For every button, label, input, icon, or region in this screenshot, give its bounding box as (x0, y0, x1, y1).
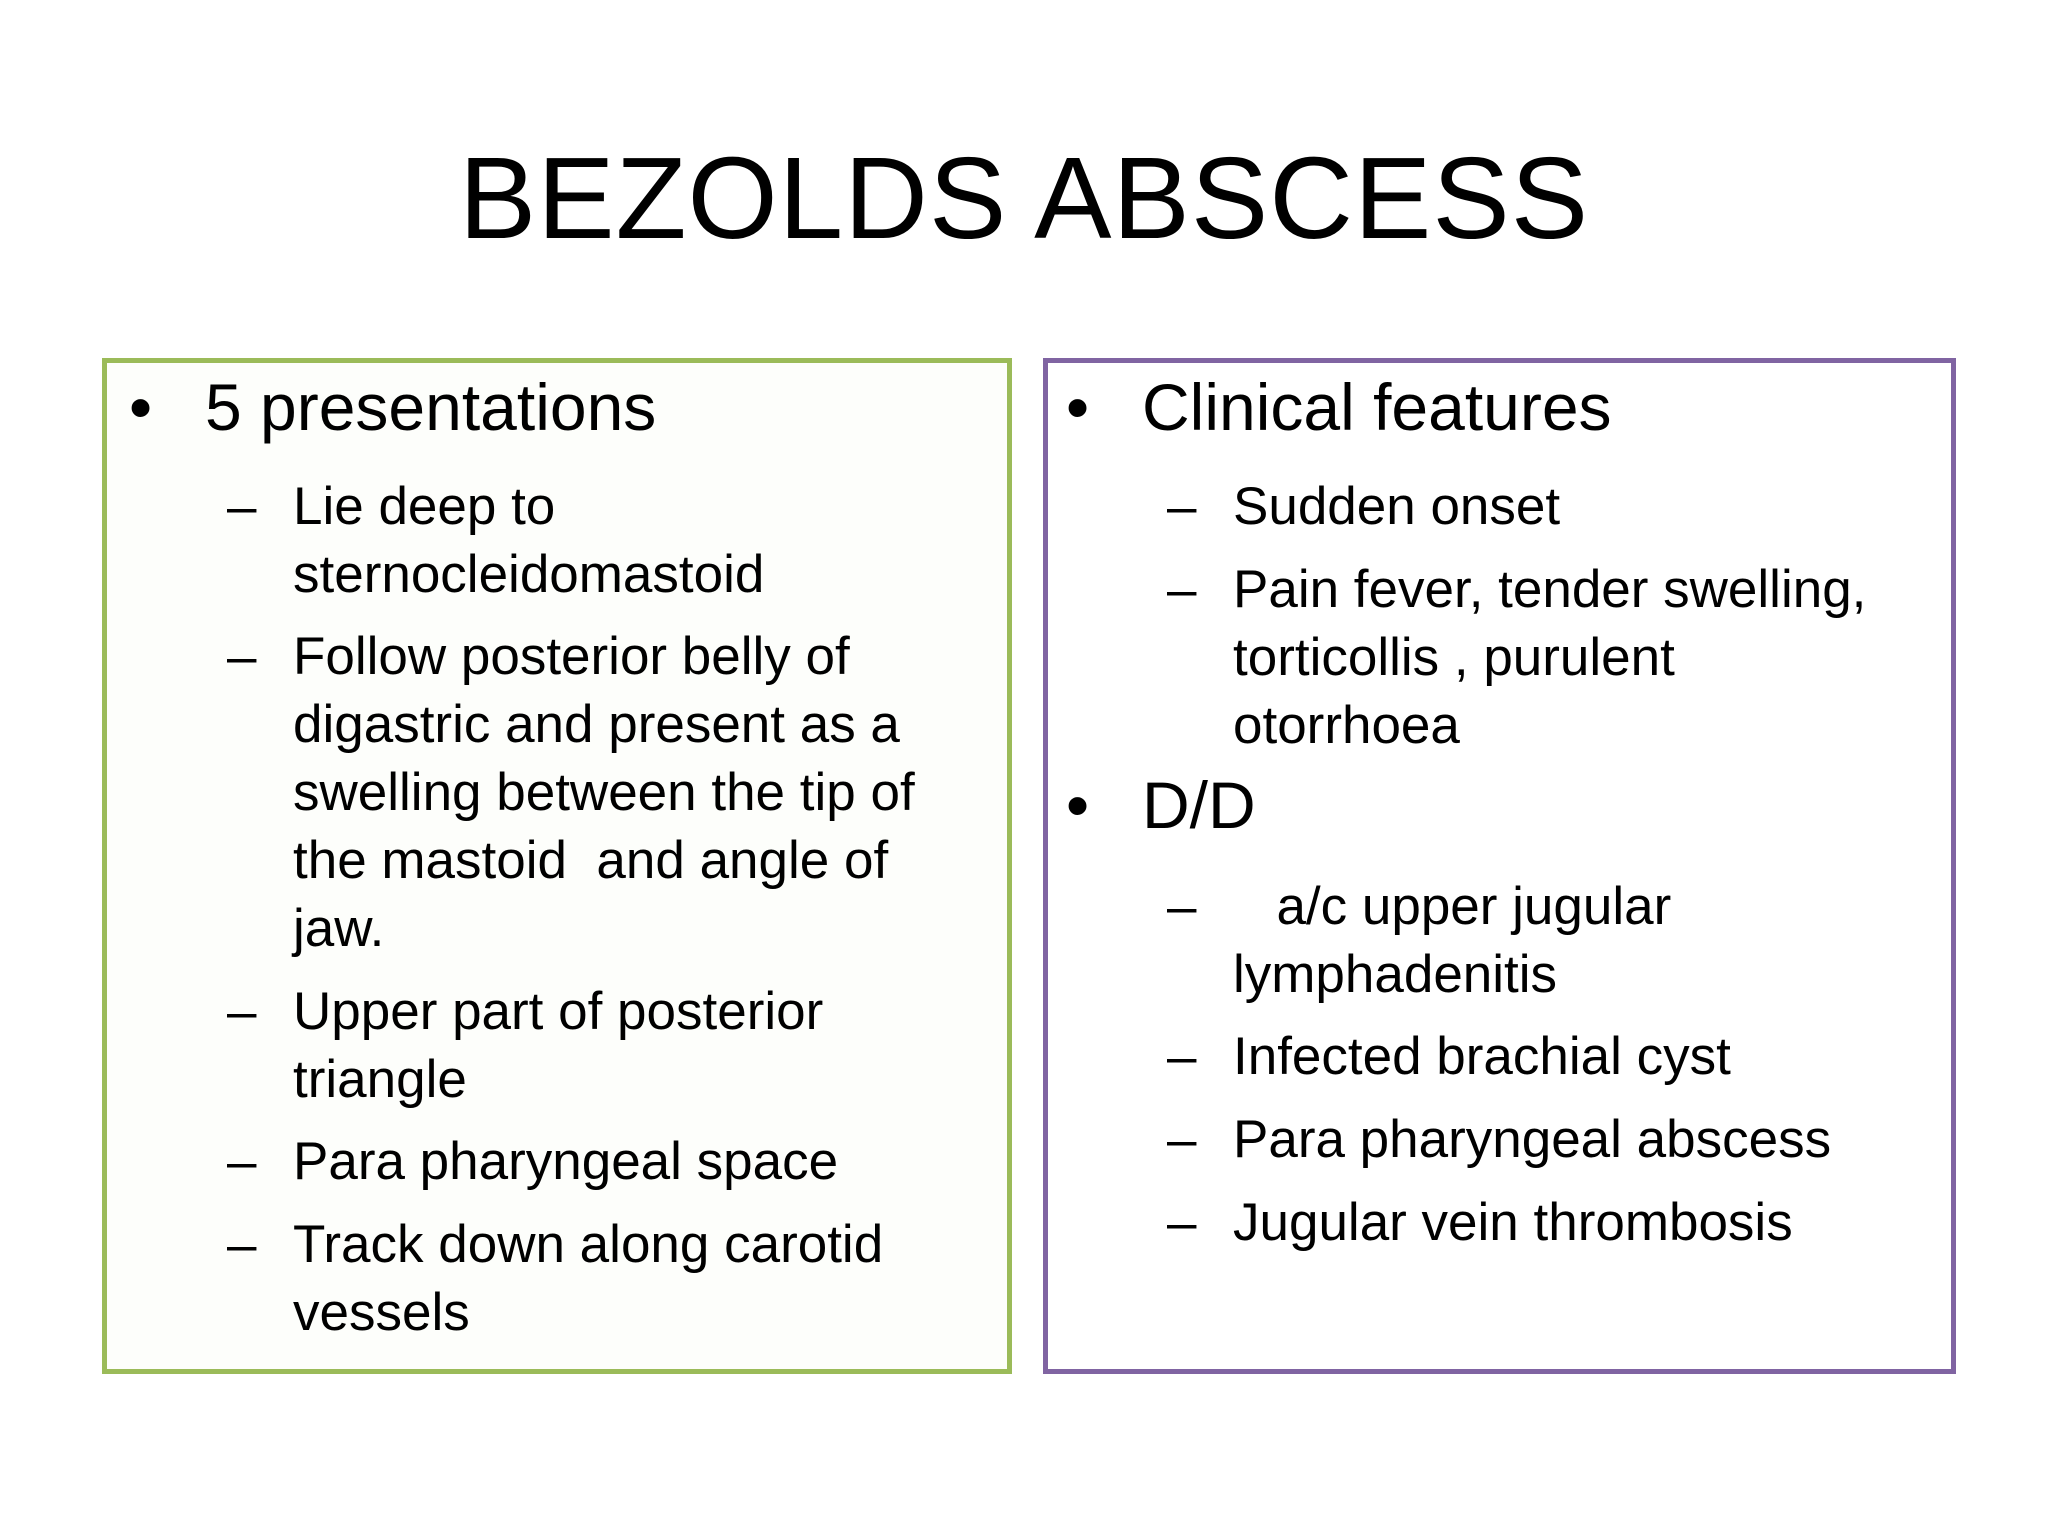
dash-icon: – (1167, 1193, 1197, 1252)
list-item-line: Jugular vein thrombosis (1233, 1193, 1793, 1252)
dash-icon: – (227, 982, 257, 1041)
list-item-line: sternocleidomastoid (293, 545, 765, 604)
clinical-panel (1043, 358, 1956, 1374)
bullet-dot-icon: • (129, 370, 153, 444)
dash-icon: – (1167, 1110, 1197, 1169)
dash-icon: – (1167, 877, 1197, 936)
list-item-line: the mastoid and angle of (293, 831, 889, 890)
list-item-line: torticollis , purulent (1233, 628, 1675, 687)
list-item-line: lymphadenitis (1233, 945, 1558, 1004)
list-item-line: Para pharyngeal abscess (1233, 1110, 1832, 1169)
dash-icon: – (1167, 1027, 1197, 1086)
list-item-line: vessels (293, 1283, 470, 1342)
list-item-line: Infected brachial cyst (1233, 1027, 1731, 1086)
list-item-line: digastric and present as a (293, 695, 900, 754)
presentations-heading-text: 5 presentations (205, 370, 657, 444)
list-item-line: triangle (293, 1050, 467, 1109)
list-item-line: swelling between the tip of (293, 763, 915, 822)
dash-icon: – (227, 627, 257, 686)
list-item-line: Pain fever, tender swelling, (1233, 560, 1867, 619)
clinical-features-heading-text: Clinical features (1142, 370, 1612, 444)
list-item-line: otorrhoea (1233, 696, 1460, 755)
list-item-line: Follow posterior belly of (293, 627, 850, 686)
bullet-dot-icon: • (1066, 370, 1090, 444)
list-item-line: Lie deep to (293, 477, 556, 536)
dd-heading-text: D/D (1142, 768, 1256, 842)
list-item-line: a/c upper jugular (1247, 877, 1672, 936)
presentations-panel (102, 358, 1012, 1374)
dash-icon: – (227, 1132, 257, 1191)
list-item-line: Sudden onset (1233, 477, 1561, 536)
slide-title: BEZOLDS ABSCESS (458, 133, 1590, 263)
dash-icon: – (1167, 477, 1197, 536)
list-item-line: Upper part of posterior (293, 982, 824, 1041)
list-item-line: jaw. (293, 899, 385, 958)
dash-icon: – (227, 1215, 257, 1274)
dash-icon: – (1167, 560, 1197, 619)
bullet-dot-icon: • (1066, 768, 1090, 842)
list-item-line: Para pharyngeal space (293, 1132, 839, 1191)
list-item-line: Track down along carotid (293, 1215, 884, 1274)
dash-icon: – (227, 477, 257, 536)
